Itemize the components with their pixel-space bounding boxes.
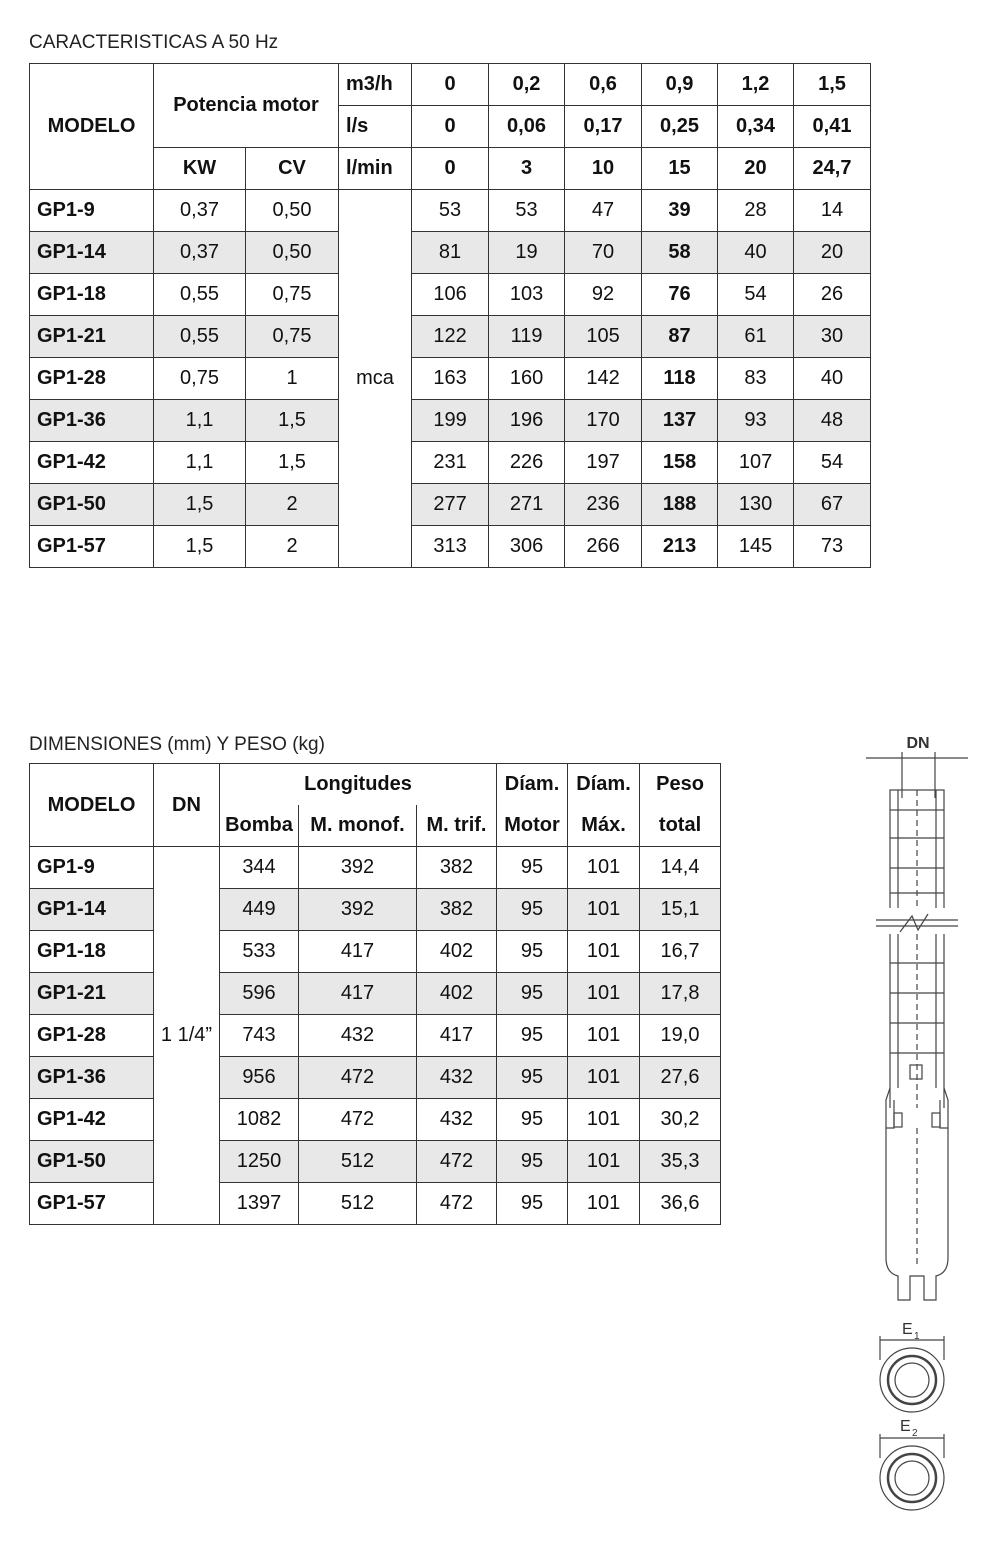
kw-cell: 1,5 [154,526,246,568]
head-value-cell: 76 [642,274,718,316]
diam-motor-cell: 95 [497,847,568,889]
pump-drawing [860,728,975,1528]
head-value-cell: 53 [412,190,489,232]
head-value-cell: 73 [794,526,871,568]
kw-cell: 0,37 [154,232,246,274]
head-value-cell: 54 [718,274,794,316]
diam-max-cell: 101 [568,1141,640,1183]
e1-core-circle [895,1363,929,1397]
table-row [30,931,721,973]
bomba-cell: 344 [220,847,299,889]
monof-cell: 472 [299,1057,417,1099]
head-value-cell: 196 [489,400,565,442]
table-row [30,232,871,274]
diam-motor-cell: 95 [497,1099,568,1141]
head-value-cell: 226 [489,442,565,484]
header-ls-value: 0,34 [718,106,794,148]
cv-cell: 0,50 [246,232,339,274]
header-longitudes: Longitudes [220,764,497,806]
pump-window [910,1065,922,1079]
header-ls-value: 0,17 [565,106,642,148]
kw-cell: 1,5 [154,484,246,526]
header-peso-top: Peso [640,764,721,806]
kw-cell: 1,1 [154,442,246,484]
diam-max-cell: 101 [568,1015,640,1057]
header-unit-m3h: m3/h [339,64,412,106]
bomba-cell: 743 [220,1015,299,1057]
header-modelo: MODELO [30,64,154,190]
dn-label: DN [906,735,930,752]
e2-outer-circle [880,1446,944,1510]
head-value-cell: 48 [794,400,871,442]
model-cell: GP1-36 [30,400,154,442]
head-value-cell: 122 [412,316,489,358]
diam-motor-cell: 95 [497,973,568,1015]
model-cell: GP1-21 [30,973,154,1015]
model-cell: GP1-28 [30,358,154,400]
head-value-cell: 163 [412,358,489,400]
model-cell: GP1-14 [30,889,154,931]
head-value-cell: 107 [718,442,794,484]
header-potencia-motor: Potencia motor [154,64,339,148]
trif-cell: 382 [417,889,497,931]
header-trif: M. trif. [417,805,497,847]
model-cell: GP1-9 [30,847,154,889]
model-cell: GP1-57 [30,1183,154,1225]
head-value-cell: 26 [794,274,871,316]
head-value-cell: 160 [489,358,565,400]
monof-cell: 417 [299,973,417,1015]
header-m3h-value: 1,5 [794,64,871,106]
header-diam-motor-top: Díam. [497,764,568,806]
table-row [30,442,871,484]
head-value-cell: 28 [718,190,794,232]
bomba-cell: 533 [220,931,299,973]
model-cell: GP1-28 [30,1015,154,1057]
head-value-cell: 67 [794,484,871,526]
head-value-cell: 81 [412,232,489,274]
header-lmin-value: 0 [412,148,489,190]
diam-max-cell: 101 [568,1183,640,1225]
e1-subscript: 1 [914,1331,920,1342]
head-value-cell: 266 [565,526,642,568]
head-value-cell: 137 [642,400,718,442]
dimensions-title: DIMENSIONES (mm) Y PESO (kg) [29,734,325,755]
table-row [30,973,721,1015]
header-m3h-value: 0,2 [489,64,565,106]
head-value-cell: 197 [565,442,642,484]
kw-cell: 0,75 [154,358,246,400]
diam-max-cell: 101 [568,847,640,889]
monof-cell: 512 [299,1183,417,1225]
intake-slot [894,1113,902,1127]
header-m3h-value: 0,9 [642,64,718,106]
table-row [30,1141,721,1183]
head-value-cell: 14 [794,190,871,232]
head-value-cell: 188 [642,484,718,526]
diam-motor-cell: 95 [497,889,568,931]
peso-cell: 30,2 [640,1099,721,1141]
kw-cell: 0,37 [154,190,246,232]
diam-max-cell: 101 [568,889,640,931]
dn-cell: 1 1/4” [154,847,220,1225]
head-value-cell: 40 [794,358,871,400]
table-row [30,190,871,232]
trif-cell: 402 [417,931,497,973]
head-value-cell: 213 [642,526,718,568]
e2-label: E [900,1418,911,1435]
head-value-cell: 47 [565,190,642,232]
header-ls-value: 0,06 [489,106,565,148]
table-row [30,316,871,358]
e1-label: E [902,1321,913,1338]
head-value-cell: 39 [642,190,718,232]
table-row [30,526,871,568]
cv-cell: 0,50 [246,190,339,232]
head-value-cell: 19 [489,232,565,274]
header-lmin-value: 10 [565,148,642,190]
monof-cell: 512 [299,1141,417,1183]
model-cell: GP1-14 [30,232,154,274]
diam-max-cell: 101 [568,1057,640,1099]
kw-cell: 0,55 [154,316,246,358]
model-cell: GP1-18 [30,931,154,973]
head-value-cell: 231 [412,442,489,484]
monof-cell: 432 [299,1015,417,1057]
header-ls-value: 0 [412,106,489,148]
cv-cell: 0,75 [246,316,339,358]
model-cell: GP1-42 [30,1099,154,1141]
header-diam-max-bottom: Máx. [568,805,640,847]
header-ls-value: 0,41 [794,106,871,148]
model-cell: GP1-57 [30,526,154,568]
cv-cell: 2 [246,526,339,568]
peso-cell: 19,0 [640,1015,721,1057]
diam-max-cell: 101 [568,973,640,1015]
bomba-cell: 1397 [220,1183,299,1225]
head-value-cell: 105 [565,316,642,358]
header-lmin-value: 24,7 [794,148,871,190]
head-value-cell: 92 [565,274,642,316]
peso-cell: 15,1 [640,889,721,931]
table-row [30,400,871,442]
model-cell: GP1-18 [30,274,154,316]
head-value-cell: 87 [642,316,718,358]
header-cv: CV [246,148,339,190]
bomba-cell: 1082 [220,1099,299,1141]
header-lmin-value: 20 [718,148,794,190]
model-cell: GP1-50 [30,1141,154,1183]
head-value-cell: 58 [642,232,718,274]
model-cell: GP1-9 [30,190,154,232]
header-bomba: Bomba [220,805,299,847]
header-dn: DN [154,764,220,847]
table-row [30,484,871,526]
head-value-cell: 271 [489,484,565,526]
diam-motor-cell: 95 [497,1141,568,1183]
trif-cell: 472 [417,1141,497,1183]
model-cell: GP1-36 [30,1057,154,1099]
head-unit-cell: mca [339,190,412,568]
table-row [30,1015,721,1057]
header-diam-motor-bottom: Motor [497,805,568,847]
header-kw: KW [154,148,246,190]
head-value-cell: 313 [412,526,489,568]
e2-subscript: 2 [912,1428,918,1439]
header-modelo: MODELO [30,764,154,847]
head-value-cell: 40 [718,232,794,274]
trif-cell: 432 [417,1099,497,1141]
monof-cell: 417 [299,931,417,973]
intake-slot [932,1113,940,1127]
diam-motor-cell: 95 [497,931,568,973]
header-unit-ls: l/s [339,106,412,148]
peso-cell: 17,8 [640,973,721,1015]
trif-cell: 472 [417,1183,497,1225]
model-cell: GP1-21 [30,316,154,358]
head-value-cell: 236 [565,484,642,526]
header-monof: M. monof. [299,805,417,847]
e1-outer-circle [880,1348,944,1412]
peso-cell: 14,4 [640,847,721,889]
break-zigzag [900,914,928,932]
table-row [30,1099,721,1141]
cv-cell: 1,5 [246,400,339,442]
head-value-cell: 199 [412,400,489,442]
model-cell: GP1-42 [30,442,154,484]
head-value-cell: 277 [412,484,489,526]
table-row [30,889,721,931]
kw-cell: 1,1 [154,400,246,442]
head-value-cell: 93 [718,400,794,442]
peso-cell: 36,6 [640,1183,721,1225]
head-value-cell: 20 [794,232,871,274]
head-value-cell: 118 [642,358,718,400]
head-value-cell: 130 [718,484,794,526]
kw-cell: 0,55 [154,274,246,316]
model-cell: GP1-50 [30,484,154,526]
header-diam-max-top: Díam. [568,764,640,806]
diam-motor-cell: 95 [497,1183,568,1225]
bomba-cell: 596 [220,973,299,1015]
table-row [30,1057,721,1099]
diam-max-cell: 101 [568,1099,640,1141]
trif-cell: 432 [417,1057,497,1099]
head-value-cell: 142 [565,358,642,400]
head-value-cell: 170 [565,400,642,442]
header-unit-lmin: l/min [339,148,412,190]
dimensions-table [29,763,721,1225]
head-value-cell: 119 [489,316,565,358]
head-value-cell: 145 [718,526,794,568]
characteristics-table [29,63,871,568]
diam-motor-cell: 95 [497,1057,568,1099]
monof-cell: 392 [299,847,417,889]
trif-cell: 382 [417,847,497,889]
head-value-cell: 158 [642,442,718,484]
head-value-cell: 70 [565,232,642,274]
peso-cell: 27,6 [640,1057,721,1099]
cv-cell: 1 [246,358,339,400]
head-value-cell: 83 [718,358,794,400]
peso-cell: 16,7 [640,931,721,973]
head-value-cell: 53 [489,190,565,232]
monof-cell: 392 [299,889,417,931]
bomba-cell: 956 [220,1057,299,1099]
table-row [30,358,871,400]
header-lmin-value: 15 [642,148,718,190]
diam-max-cell: 101 [568,931,640,973]
header-m3h-value: 0,6 [565,64,642,106]
head-value-cell: 306 [489,526,565,568]
table-row [30,274,871,316]
head-value-cell: 103 [489,274,565,316]
table-row [30,847,721,889]
cv-cell: 2 [246,484,339,526]
characteristics-title: CARACTERISTICAS A 50 Hz [29,32,279,53]
head-value-cell: 61 [718,316,794,358]
trif-cell: 402 [417,973,497,1015]
table-row [30,1183,721,1225]
head-value-cell: 54 [794,442,871,484]
header-peso-bottom: total [640,805,721,847]
cv-cell: 0,75 [246,274,339,316]
header-m3h-value: 1,2 [718,64,794,106]
bomba-cell: 1250 [220,1141,299,1183]
monof-cell: 472 [299,1099,417,1141]
cv-cell: 1,5 [246,442,339,484]
diam-motor-cell: 95 [497,1015,568,1057]
peso-cell: 35,3 [640,1141,721,1183]
e2-core-circle [895,1461,929,1495]
bomba-cell: 449 [220,889,299,931]
header-ls-value: 0,25 [642,106,718,148]
head-value-cell: 106 [412,274,489,316]
trif-cell: 417 [417,1015,497,1057]
header-lmin-value: 3 [489,148,565,190]
header-m3h-value: 0 [412,64,489,106]
head-value-cell: 30 [794,316,871,358]
